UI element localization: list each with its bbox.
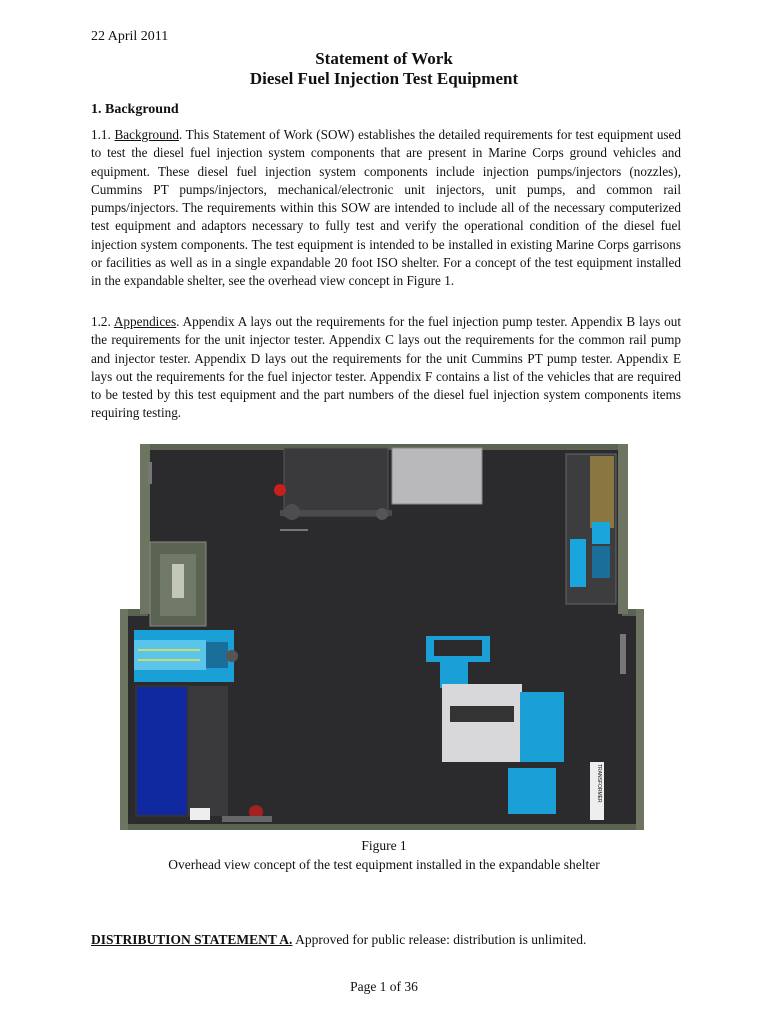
paragraph-number: 1.1.: [91, 127, 111, 142]
document-title: Statement of Work: [315, 49, 453, 68]
distribution-text: Approved for public release: distribution is unlimited.: [292, 932, 587, 947]
shelter-overhead-figure: [120, 444, 644, 830]
paragraph-appendices: [91, 313, 681, 423]
figure-label: Figure 1: [361, 838, 407, 853]
distribution-statement: [91, 932, 586, 948]
paragraph-label: Background: [114, 127, 179, 142]
paragraph-text: . This Statement of Work (SOW) establishes the detailed requirements for test equipment used to test the diesel fuel injection system components that are present in Marine Corps ground vehicles and equipment. These diesel fuel injection system components include injection pumps/injectors (nozzles), Cummins PT pumps/injectors, mechanical/electronic unit injectors, unit pumps, and common rail pumps/injectors. The requirements within this SOW are intended to include all of the necessary computerized test equipment and adaptors necessary to fully test and verify the operational condition of the diesel fuel injection system components. The test equipment is intended to be installed in existing Marine Corps garrisons or facilities as well as in a single expandable 20 foot ISO shelter. For a concept of the test equipment installed in the expandable shelter, see the overhead view concept in Figure 1.: [91, 127, 681, 289]
paragraph-background: [91, 126, 681, 291]
distribution-label: DISTRIBUTION STATEMENT A.: [91, 932, 293, 947]
paragraph-text: . Appendix A lays out the requirements for the fuel injection pump tester. Appendix B lays out the requirements for the unit injector tester. Appendix C lays out the requirements for the common rail pump and injector tester. Appendix D lays out the requirements for the unit Cummins PT pump tester. Appendix E lays out the requirements for the fuel injector tester. Appendix F contains a list of the vehicles that are required to be tested by this test equipment and the part numbers of the diesel fuel injection system components items requiring testing.: [91, 314, 681, 421]
transformer-label: TRANSFORMER: [596, 764, 602, 803]
section-heading: 1. Background: [91, 102, 179, 117]
document-date: 22 April 2011: [91, 29, 169, 44]
paragraph-number: 1.2.: [91, 314, 111, 329]
paragraph-label: Appendices: [113, 314, 177, 329]
document-subtitle: Diesel Fuel Injection Test Equipment: [249, 69, 519, 88]
figure-caption: Overhead view concept of the test equipment installed in the expandable shelter: [168, 857, 600, 872]
page-number: Page 1 of 36: [350, 979, 418, 994]
